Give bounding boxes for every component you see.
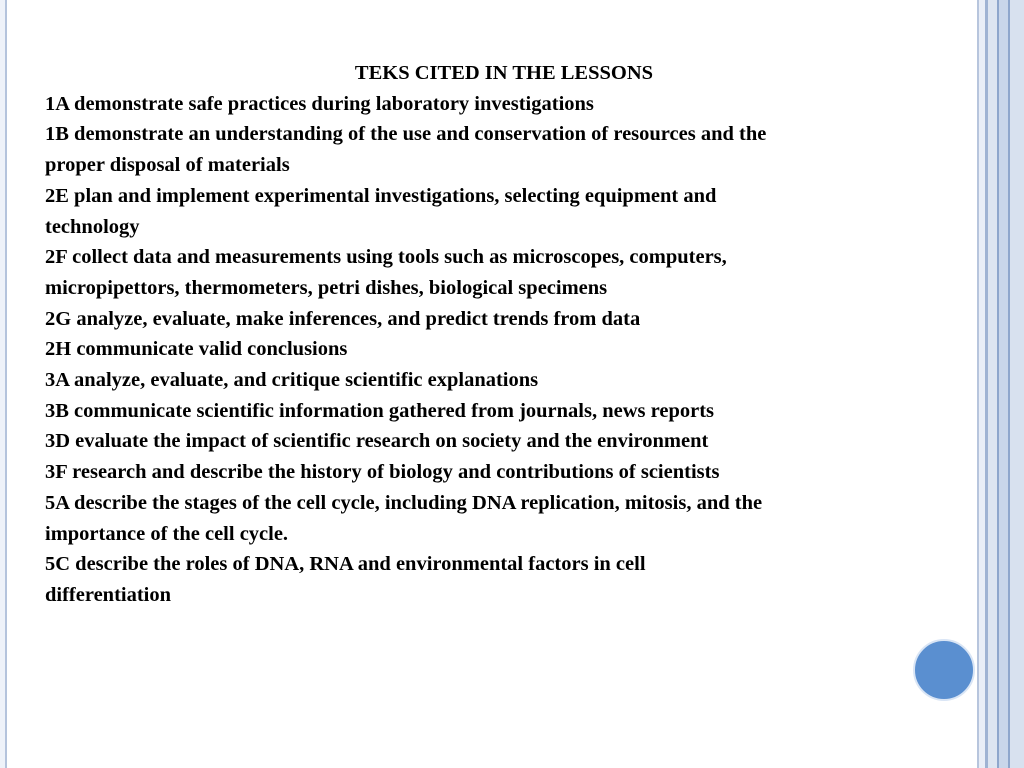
teks-line-1b-cont: proper disposal of materials [45,154,290,177]
left-border-decoration [0,0,12,768]
teks-line-1b: 1B demonstrate an understanding of the use and conservation of resources and the [45,123,767,146]
teks-line-3b: 3B communicate scientific information gathered from journals, news reports [45,399,715,422]
teks-line-2f-cont: micropipettors, thermometers, petri dishes, biological specimens [45,276,608,299]
teks-line-5c: 5C describe the roles of DNA, RNA and environmental factors in cell [45,553,646,576]
slide-content [45,58,970,611]
teks-line-3f: 3F research and describe the history of biology and contributions of scientists [45,461,720,484]
teks-line-3a: 3A analyze, evaluate, and critique scientific explanations [45,369,539,392]
teks-line-2f: 2F collect data and measurements using tools such as microscopes, computers, [45,246,727,269]
border-stripe [1010,0,1024,768]
border-stripe [999,0,1008,768]
teks-line-5a-cont: importance of the cell cycle. [45,522,289,545]
teks-line-5a: 5A describe the stages of the cell cycle, including DNA replication, mitosis, and the [45,491,763,514]
teks-line-2e-cont: technology [45,215,140,238]
teks-line-2g: 2G analyze, evaluate, make inferences, and predict trends from data [45,307,641,330]
right-border-decoration [977,0,1024,768]
border-stripe [988,0,997,768]
teks-line-2h: 2H communicate valid conclusions [45,338,348,361]
teks-line-3d: 3D evaluate the impact of scientific research on society and the environment [45,430,709,453]
teks-line-2e: 2E plan and implement experimental investigations, selecting equipment and [45,184,717,207]
teks-line-1a: 1A demonstrate safe practices during laboratory investigations [45,92,594,115]
slide-title: TEKS CITED IN THE LESSONS [354,62,654,84]
teks-line-5c-cont: differentiation [45,583,172,606]
decorative-circle [913,639,975,701]
